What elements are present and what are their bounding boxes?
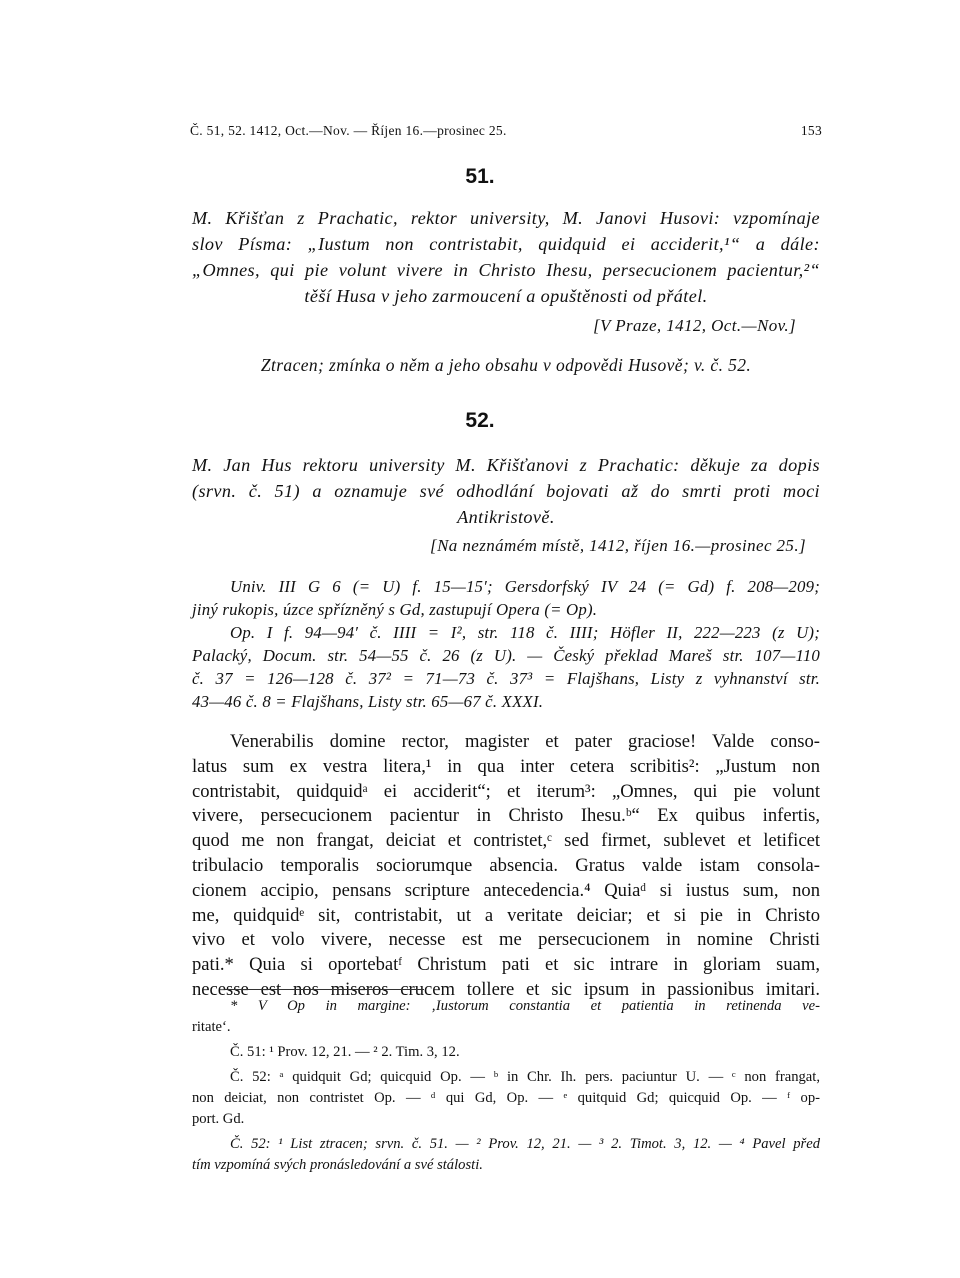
running-head (190, 123, 822, 139)
letter-51-place-date-wrap (192, 313, 796, 339)
summary-line: M. Jan Hus rektoru university M. Křišťanovi z Prachatic: děkuje za dopis (192, 455, 820, 475)
summary-line: těší Husa v jeho zarmoucení a opuštěnosti od přátel. (304, 286, 708, 306)
source-line: 43—46 č. 8 = Flajšhans, Listy str. 65—67 č. XXXI. (192, 692, 544, 711)
letter-51-number: 51. (465, 165, 495, 188)
source-line: jiný rukopis, úzce spřízněný s Gd, zastupují Opera (= Op). (192, 600, 598, 619)
letter-51-summary (192, 205, 820, 309)
page-number: 153 (800, 123, 822, 138)
body-line: latus sum ex vestra litera,¹ in qua inter cetera scribitis²: „Justum non (192, 755, 820, 777)
letter-52-body (192, 730, 820, 1003)
footnote-divider (224, 989, 424, 990)
footnotes (192, 996, 820, 1176)
footnote-line: Č. 52: ᵃ quidquit Gd; quicquid Op. — ᵇ in Chr. Ih. pers. paciuntur U. — ᶜ non frangat, (230, 1069, 820, 1085)
footnote-line: Č. 51: ¹ Prov. 12, 21. — ² 2. Tim. 3, 12. (230, 1044, 460, 1060)
body-line: necesse est nos miseros crucem tollere et sic ipsum in passionibus imitari. (192, 978, 820, 1000)
summary-line: M. Křišťan z Prachatic, rektor university, M. Janovi Husovi: vzpomínaje (192, 208, 820, 228)
body-line: me, quidquidᵉ sit, contristabit, ut a veritate deiciar; et si pie in Christo (192, 904, 820, 926)
letter-51-note: Ztracen; zmínka o něm a jeho obsahu v odpovědi Husově; v. č. 52. (260, 355, 752, 375)
source-line: č. 37 = 126—128 č. 37² = 71—73 č. 37³ = Flajšhans, Listy z vyhnanství str. (192, 669, 820, 688)
letter-52-place-date: [Na neznámém místě, 1412, říjen 16.—prosinec 25.] (430, 536, 806, 555)
body-line: tribulacio temporalis sociorumque absencia. Gratus valde istam consola- (192, 854, 820, 876)
body-line: quod me non frangat, deiciat et contristet,ᶜ sed firmet, sublevet et letificet (192, 830, 820, 852)
letter-52-place-date-wrap (192, 533, 806, 559)
footnote-line: * V Op in margine: ‚Iustorum constantia et patientia in retinenda ve- (230, 998, 820, 1014)
summary-line: „Omnes, qui pie volunt vivere in Christo Ihesu, persecucionem pacientur,²“ (192, 260, 820, 280)
body-line: cionem accipio, pensans scripture antecedencia.⁴ Quiaᵈ si iustus sum, non (192, 879, 820, 901)
source-line: Op. I f. 94—94′ č. IIII = I², str. 118 č. IIII; Höfler II, 222—223 (z U); (230, 623, 820, 642)
source-line: Palacký, Docum. str. 54—55 č. 26 (z U). — Český překlad Mareš str. 107—110 (192, 646, 820, 665)
summary-line: Antikristově. (457, 507, 555, 527)
summary-line: (srvn. č. 51) a oznamuje své odhodlání bojovati až do smrti proti moci (192, 481, 820, 501)
body-line: vivere, persecucionem pacientur in Christo Ihesu.ᵇ“ Ex quibus infertis, (192, 805, 820, 827)
body-line: contristabit, quidquidᵃ ei acciderit“; et iterum³: „Omnes, qui pie volunt (192, 780, 820, 802)
summary-line: slov Písma: „Iustum non contristabit, quidquid ei acciderit,¹“ a dále: (192, 234, 820, 254)
footnote-line: port. Gd. (192, 1111, 245, 1127)
footnote-line: Č. 52: ¹ List ztracen; srvn. č. 51. — ² Prov. 12, 21. — ³ 2. Timot. 3, 12. — ⁴ Pavel před (230, 1136, 820, 1152)
running-head-text: Č. 51, 52. 1412, Oct.—Nov. — Říjen 16.—prosinec 25. (190, 123, 507, 138)
body-line: pati.* Quia si oportebatᶠ Christum pati et sic intrare in gloriam suam, (192, 954, 820, 976)
letter-52-number: 52. (465, 409, 495, 432)
body-line: vivo et volo vivere, necesse est me persecucionem in nomine Christi (192, 929, 820, 951)
footnote-line: ritate‘. (192, 1019, 231, 1035)
letter-52-sources (192, 575, 820, 713)
letter-51-note-wrap (192, 352, 820, 378)
footnote-line: non deiciat, non contristet Op. — ᵈ qui Gd, Op. — ᵉ quitquid Gd; quicquid Op. — ᶠ op- (192, 1090, 820, 1106)
letter-51-place-date: [V Praze, 1412, Oct.—Nov.] (593, 316, 796, 335)
footnote-line: tím vzpomíná svých pronásledování a své stálosti. (192, 1157, 483, 1173)
letter-52-summary (192, 452, 820, 530)
body-line: Venerabilis domine rector, magister et pater graciose! Valde conso- (230, 731, 820, 752)
source-line: Univ. III G 6 (= U) f. 15—15′; Gersdorfský IV 24 (= Gd) f. 208—209; (230, 577, 820, 596)
